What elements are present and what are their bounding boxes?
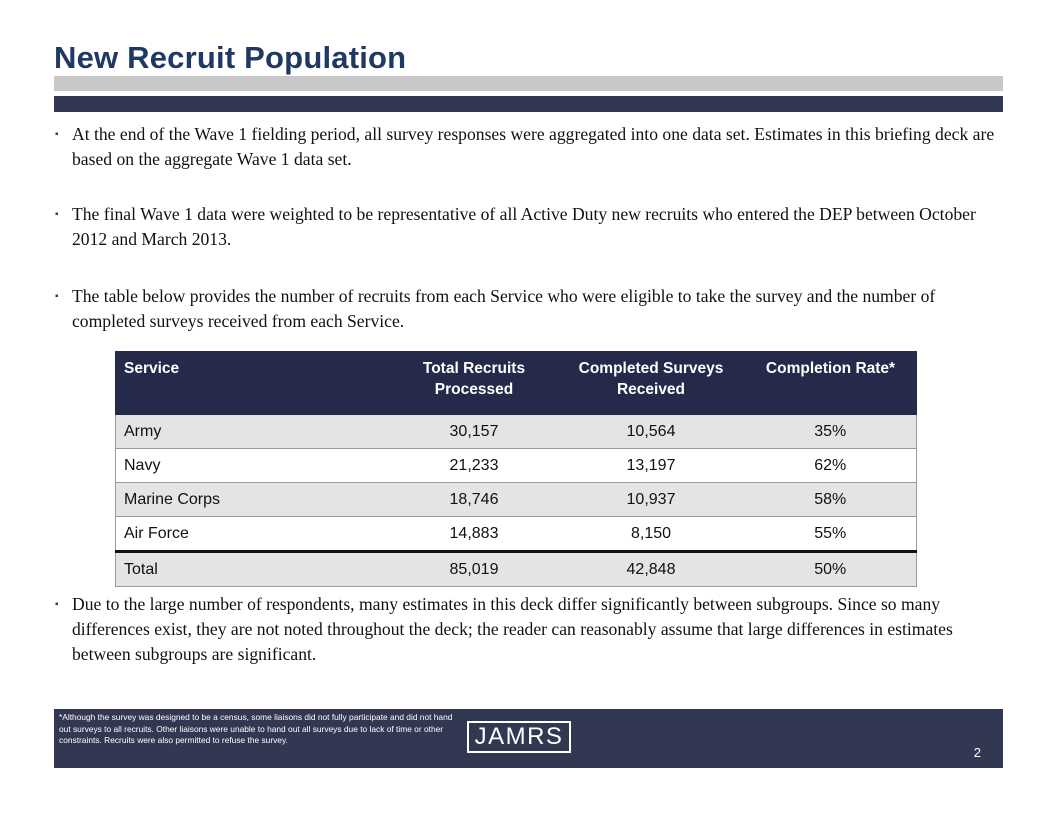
cell-total-recruits: 21,233 [391, 449, 558, 483]
page-number: 2 [973, 745, 981, 760]
cell-total-recruits: 14,883 [391, 517, 558, 552]
cell-total-recruits: 18,746 [391, 483, 558, 517]
bullet-text: The final Wave 1 data were weighted to be representative of all Active Duty new recruits who entered the DEP between October 2012 and March 2013. [72, 204, 976, 249]
recruit-population-table [115, 351, 917, 587]
cell-completed-surveys: 10,564 [558, 415, 745, 449]
table-row [116, 449, 917, 483]
table-row [116, 415, 917, 449]
cell-service: Marine Corps [116, 483, 391, 517]
cell-service: Total [116, 552, 391, 587]
bullet-2 [55, 202, 995, 252]
page-title: New Recruit Population [54, 40, 407, 75]
jamrs-logo: JAMRS [467, 721, 571, 753]
header-completion-rate: Completion Rate* [745, 352, 917, 415]
bullet-text: The table below provides the number of recruits from each Service who were eligible to take the survey and the number of completed surveys received from each Service. [72, 286, 936, 331]
title-underline-grey [54, 76, 1003, 91]
cell-completion-rate: 50% [745, 552, 917, 587]
header-total-recruits: Total Recruits Processed [391, 352, 558, 415]
cell-completion-rate: 62% [745, 449, 917, 483]
bullet-4 [55, 592, 995, 667]
bullet-text: At the end of the Wave 1 fielding period, all survey responses were aggregated into one data set. Estimates in this briefing deck are based on the aggregate Wave 1 data set. [72, 124, 995, 169]
cell-service: Navy [116, 449, 391, 483]
cell-total-recruits: 85,019 [391, 552, 558, 587]
cell-completed-surveys: 8,150 [558, 517, 745, 552]
table-row [116, 517, 917, 552]
table-row [116, 483, 917, 517]
bullet-marker: ▪ [55, 209, 59, 220]
bullet-1 [55, 122, 995, 172]
footer-bar [54, 709, 1003, 768]
table-total-row [116, 552, 917, 587]
footnote: *Although the survey was designed to be a census, some liaisons did not fully participate and did not hand out surveys to all recruits. Other liaisons were unable to hand out all surveys due to lack of time or other constraints. Recruits were also permitted to refuse the survey. [59, 712, 453, 745]
bullet-3 [55, 284, 995, 334]
cell-completed-surveys: 42,848 [558, 552, 745, 587]
cell-service: Army [116, 415, 391, 449]
bullet-marker: ▪ [55, 291, 59, 302]
title-underline-navy [54, 96, 1003, 112]
table-header-row [116, 352, 917, 415]
bullet-text: Due to the large number of respondents, many estimates in this deck differ significantly between subgroups. Since so many differences exist, they are not noted throughout the deck; the reader can reasonably assume that large differences in estimates between subgroups are significant. [72, 594, 953, 664]
cell-completed-surveys: 10,937 [558, 483, 745, 517]
cell-completion-rate: 35% [745, 415, 917, 449]
cell-completed-surveys: 13,197 [558, 449, 745, 483]
cell-service: Air Force [116, 517, 391, 552]
header-service: Service [116, 352, 391, 415]
header-completed-surveys: Completed Surveys Received [558, 352, 745, 415]
cell-completion-rate: 58% [745, 483, 917, 517]
bullet-marker: ▪ [55, 129, 59, 140]
bullet-marker: ▪ [55, 599, 59, 610]
cell-completion-rate: 55% [745, 517, 917, 552]
cell-total-recruits: 30,157 [391, 415, 558, 449]
